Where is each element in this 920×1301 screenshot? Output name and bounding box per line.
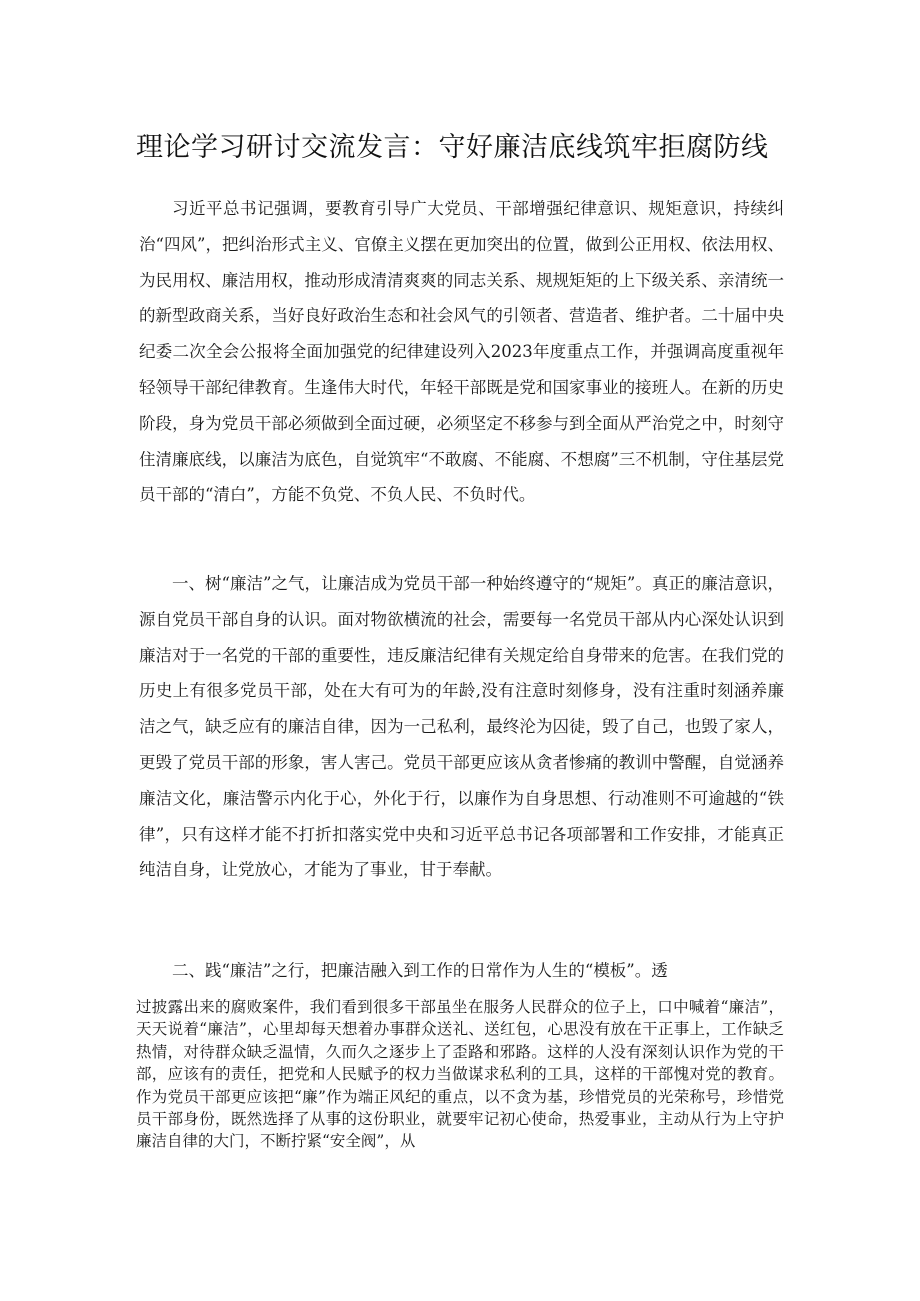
- document-title: 理论学习研讨交流发言：守好廉洁底线筑牢拒腐防线: [136, 132, 769, 163]
- intro-paragraph: 习近平总书记强调，要教育引导广大党员、干部增强纪律意识、规矩意识，持续纠治“四风”，把纠治形式主义、官僚主义摆在更加突出的位置，做到公正用权、依法用权、为民用权、廉洁用权，推动形成清清爽爽的同志关系、规规矩矩的上下级关系、亲清统一的新型政商关系，当好良好政治生态和社会风气的引领者、营造者、维护者。二十届中央纪委二次全会公报将全面加强党的纪律建设列入2023年度重点工作，并强调高度重视年轻领导干部纪律教育。生逢伟大时代，年轻干部既是党和国家事业的接班人。在新的历史阶段，身为党员干部必须做到全面过硬，必须坚定不移参与到全面从严治党之中，时刻守住清廉底线，以廉洁为底色，自觉筑牢“不敢腐、不能腐、不想腐”三不机制，守住基层党员干部的“清白”，方能不负党、不负人民、不负时代。: [139, 199, 784, 505]
- section-two-body-paragraph: 过披露出来的腐败案件，我们看到很多干部虽坐在服务人民群众的位子上，口中喊着“廉洁”，天天说着“廉洁”，心里却每天想着办事群众送礼、送红包，心思没有放在干正事上，工作缺乏热情，对待群众缺乏温情，久而久之逐步上了歪路和邪路。这样的人没有深刻认识作为党的干部，应该有的责任，把党和人民赋予的权力当做谋求私利的工具，这样的干部愧对党的教育。作为党员干部更应该把“廉”作为端正风纪的重点，以不贪为基，珍惜党员的光荣称号，珍惜党员干部身份，既然选择了从事的这份职业，就要牢记初心使命，热爱事业，主动从行为上守护廉洁自律的大门，不断拧紧“安全阀”，从: [136, 998, 784, 1151]
- section-two-heading-line: 二、践“廉洁”之行，把廉洁融入到工作的日常作为人生的“模板”。透: [172, 961, 668, 980]
- section-one-paragraph: 一、树“廉洁”之气，让廉洁成为党员干部一种始终遵守的“规矩”。真正的廉洁意识，源自党员干部自身的认识。面对物欲横流的社会，需要每一名党员干部从内心深处认识到廉洁对于一名党的干部的重要性，违反廉洁纪律有关规定给自身带来的危害。在我们党的历史上有很多党员干部，处在大有可为的年龄,没有注意时刻修身，没有注重时刻涵养廉洁之气，缺乏应有的廉洁自律，因为一己私利，最终沦为囚徒，毁了自己，也毁了家人，更毁了党员干部的形象，害人害己。党员干部更应该从贪者惨痛的教训中警醒，自觉涵养廉洁文化，廉洁警示内化于心，外化于行，以廉作为自身思想、行动准则不可逾越的“铁律”，只有这样才能不打折扣落实党中央和习近平总书记各项部署和工作安排，才能真正纯洁自身，让党放心，才能为了事业，甘于奉献。: [139, 574, 784, 880]
